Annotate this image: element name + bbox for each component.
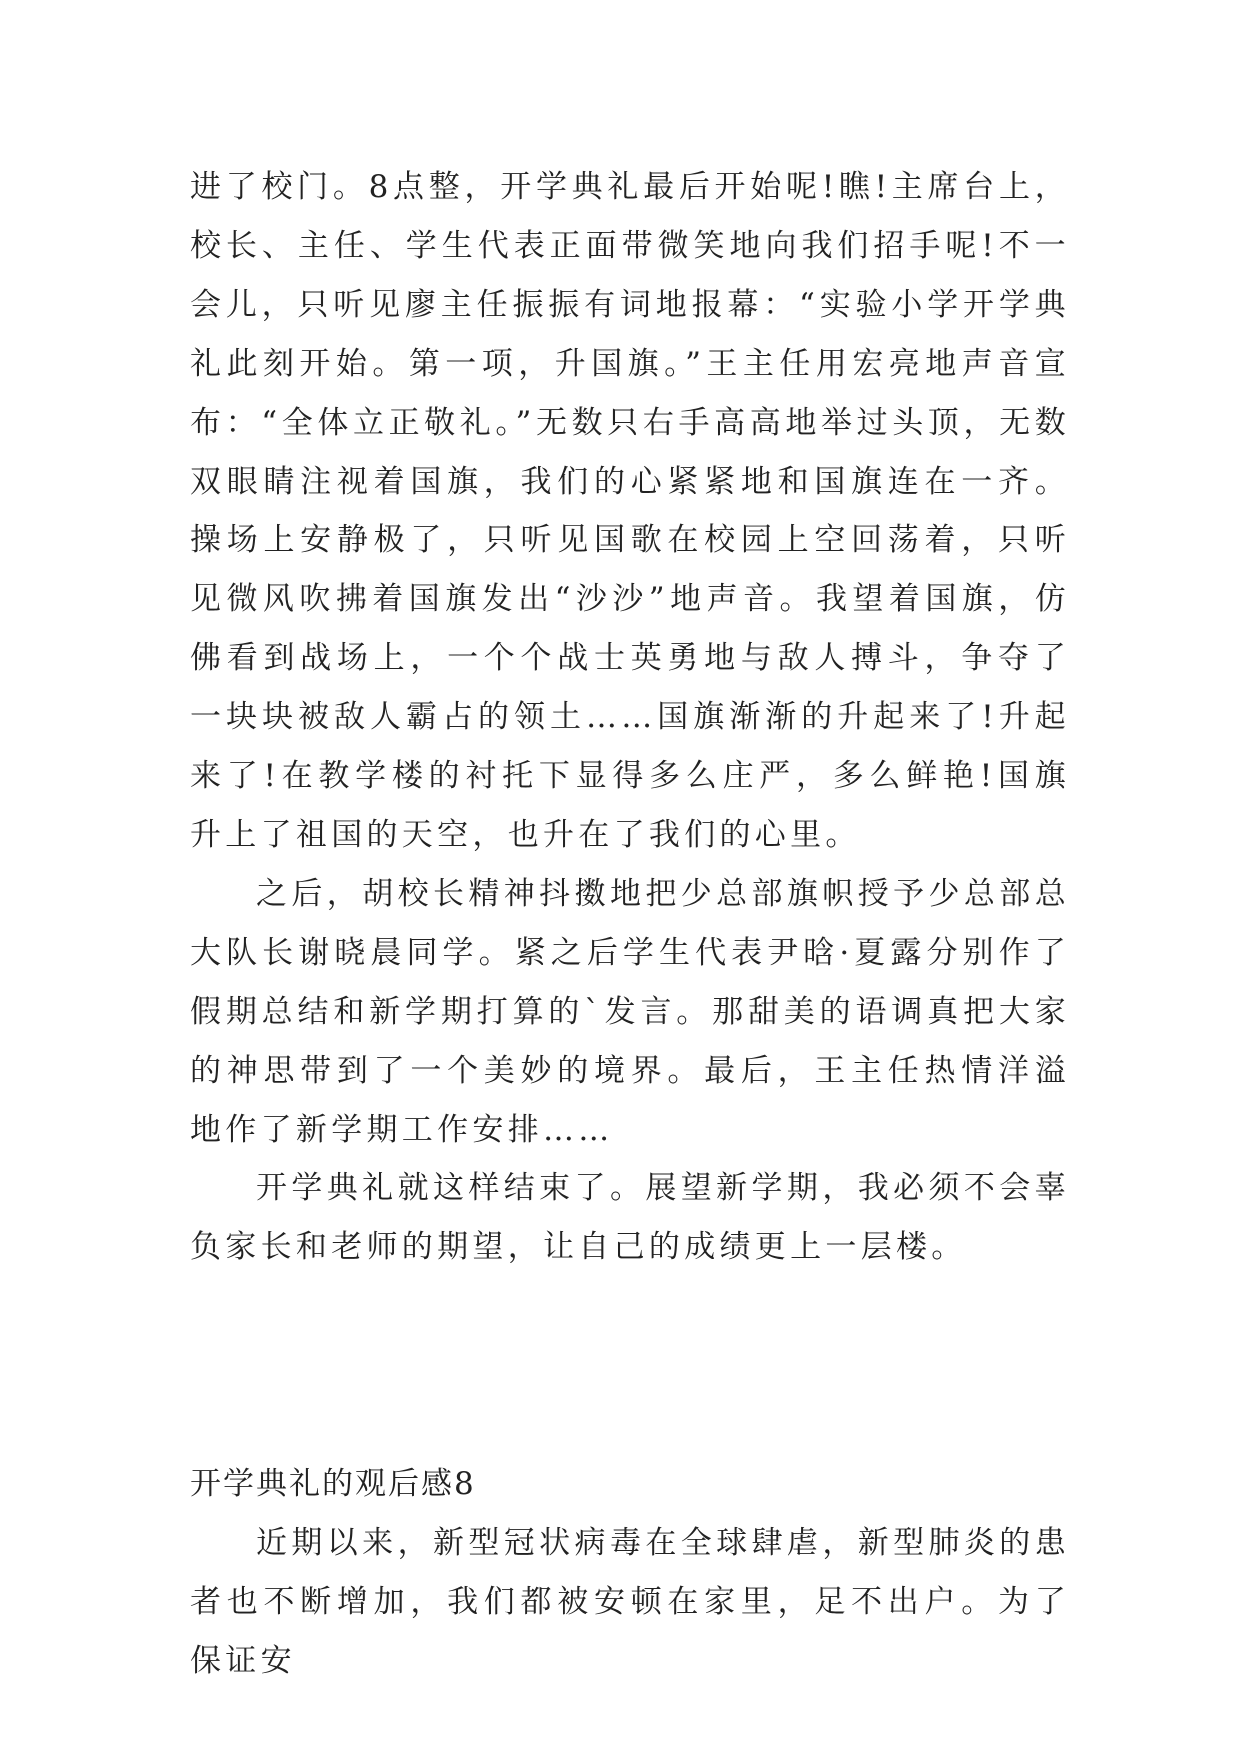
paragraph-conclusion: 开学典礼就这样结束了。展望新学期，我必须不会辜负家长和老师的期望，让自己的成绩更上一层楼。 (190, 1170, 1070, 1266)
document-body (190, 158, 1070, 1691)
paragraph-flag-award: 之后，胡校长精神抖擞地把少总部旗帜授予少总部总大队长谢晓晨同学。紧之后学生代表尹晗·夏露分别作了假期总结和新学期打算的`发言。那甜美的语调真把大家的神思带到了一个美妙的境界。最后，王主任热情洋溢地作了新学期工作安排…… (190, 875, 1070, 1148)
paragraph-section-intro: 近期以来，新型冠状病毒在全球肆虐，新型肺炎的患者也不断增加，我们都被安顿在家里，足不出户。为了保证安 (190, 1525, 1070, 1679)
section-heading: 开学典礼的观后感8 (190, 1466, 476, 1503)
paragraph-opening-ceremony: 进了校门。8点整，开学典礼最后开始呢!瞧!主席台上，校长、主任、学生代表正面带微笑地向我们招手呢!不一会儿，只听见廖主任振振有词地报幕：“实验小学开学典礼此刻开始。第一项，升国旗。”王主任用宏亮地声音宣布：“全体立正敬礼。”无数只右手高高地举过头顶，无数双眼睛注视着国旗，我们的心紧紧地和国旗连在一齐。操场上安静极了，只听见国歌在校园上空回荡着，只听见微风吹拂着国旗发出“沙沙”地声音。我望着国旗，仿佛看到战场上，一个个战士英勇地与敌人搏斗，争夺了一块块被敌人霸占的领土……国旗渐渐的升起来了!升起来了!在教学楼的衬托下显得多么庄严，多么鲜艳!国旗升上了祖国的天空，也升在了我们的心里。 (190, 169, 1070, 853)
